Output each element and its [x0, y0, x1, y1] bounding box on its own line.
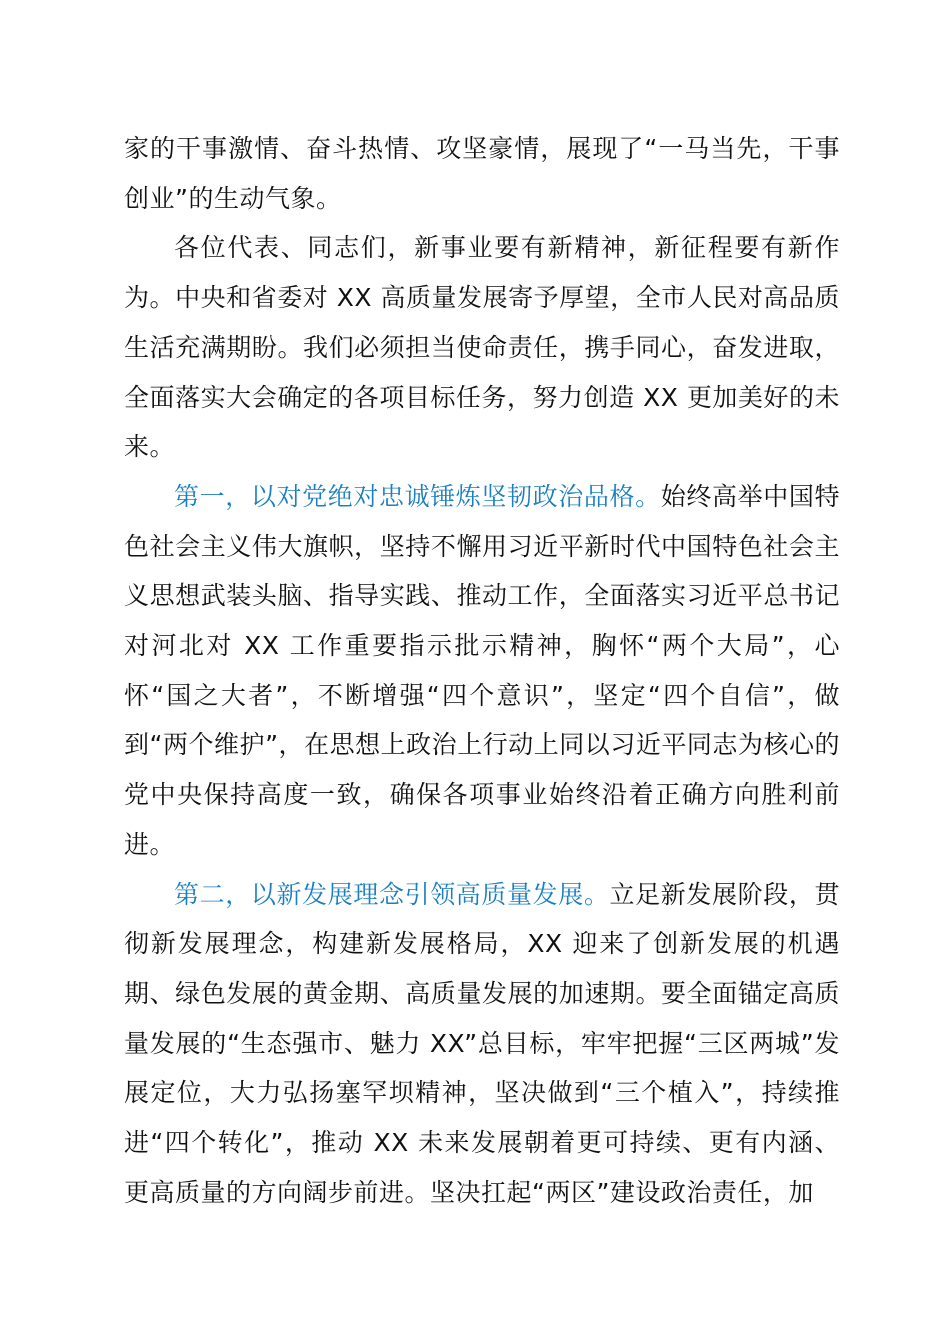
paragraph-first-point	[124, 472, 840, 870]
paragraph-text: 家的干事激情、奋斗热情、攻坚豪情，展现了“一马当先，干事创业”的生动气象。	[124, 134, 840, 213]
document-body	[124, 124, 840, 1217]
paragraph-second-point	[124, 870, 840, 1218]
paragraph-continuation	[124, 124, 840, 223]
paragraph-new-mission	[124, 223, 840, 472]
paragraph-text: 立足新发展阶段，贯彻新发展理念，构建新发展格局，XX 迎来了创新发展的机遇期、绿色发展的黄金期、高质量发展的加速期。要全面锚定高质量发展的“生态强市、魅力 XX”总目标，牢牢把握“三区两城”发展定位，大力弘扬塞罕坝精神，坚决做到“三个植入”，持续推进“四个转化”，推动 XX 未来发展朝着更可持续、更有内涵、更高质量的方向阔步前进。坚决扛起“两区”建设政治责任，加	[124, 879, 840, 1207]
paragraph-text: 始终高举中国特色社会主义伟大旗帜，坚持不懈用习近平新时代中国特色社会主义思想武装头脑、指导实践、推动工作，全面落实习近平总书记对河北对 XX 工作重要指示批示精神，胸怀“两个大局”，心怀“国之大者”，不断增强“四个意识”，坚定“四个自信”，做到“两个维护”，在思想上政治上行动上同以习近平同志为核心的党中央保持高度一致，确保各项事业始终沿着正确方向胜利前进。	[124, 481, 840, 859]
paragraph-text: 各位代表、同志们，新事业要有新精神，新征程要有新作为。中央和省委对 XX 高质量发展寄予厚望，全市人民对高品质生活充满期盼。我们必须担当使命责任，携手同心，奋发进取，全面落实大会确定的各项目标任务，努力创造 XX 更加美好的未来。	[124, 233, 840, 462]
section-heading: 第一，以对党绝对忠诚锤炼坚韧政治品格。	[174, 481, 661, 511]
section-heading: 第二，以新发展理念引领高质量发展。	[174, 879, 610, 909]
